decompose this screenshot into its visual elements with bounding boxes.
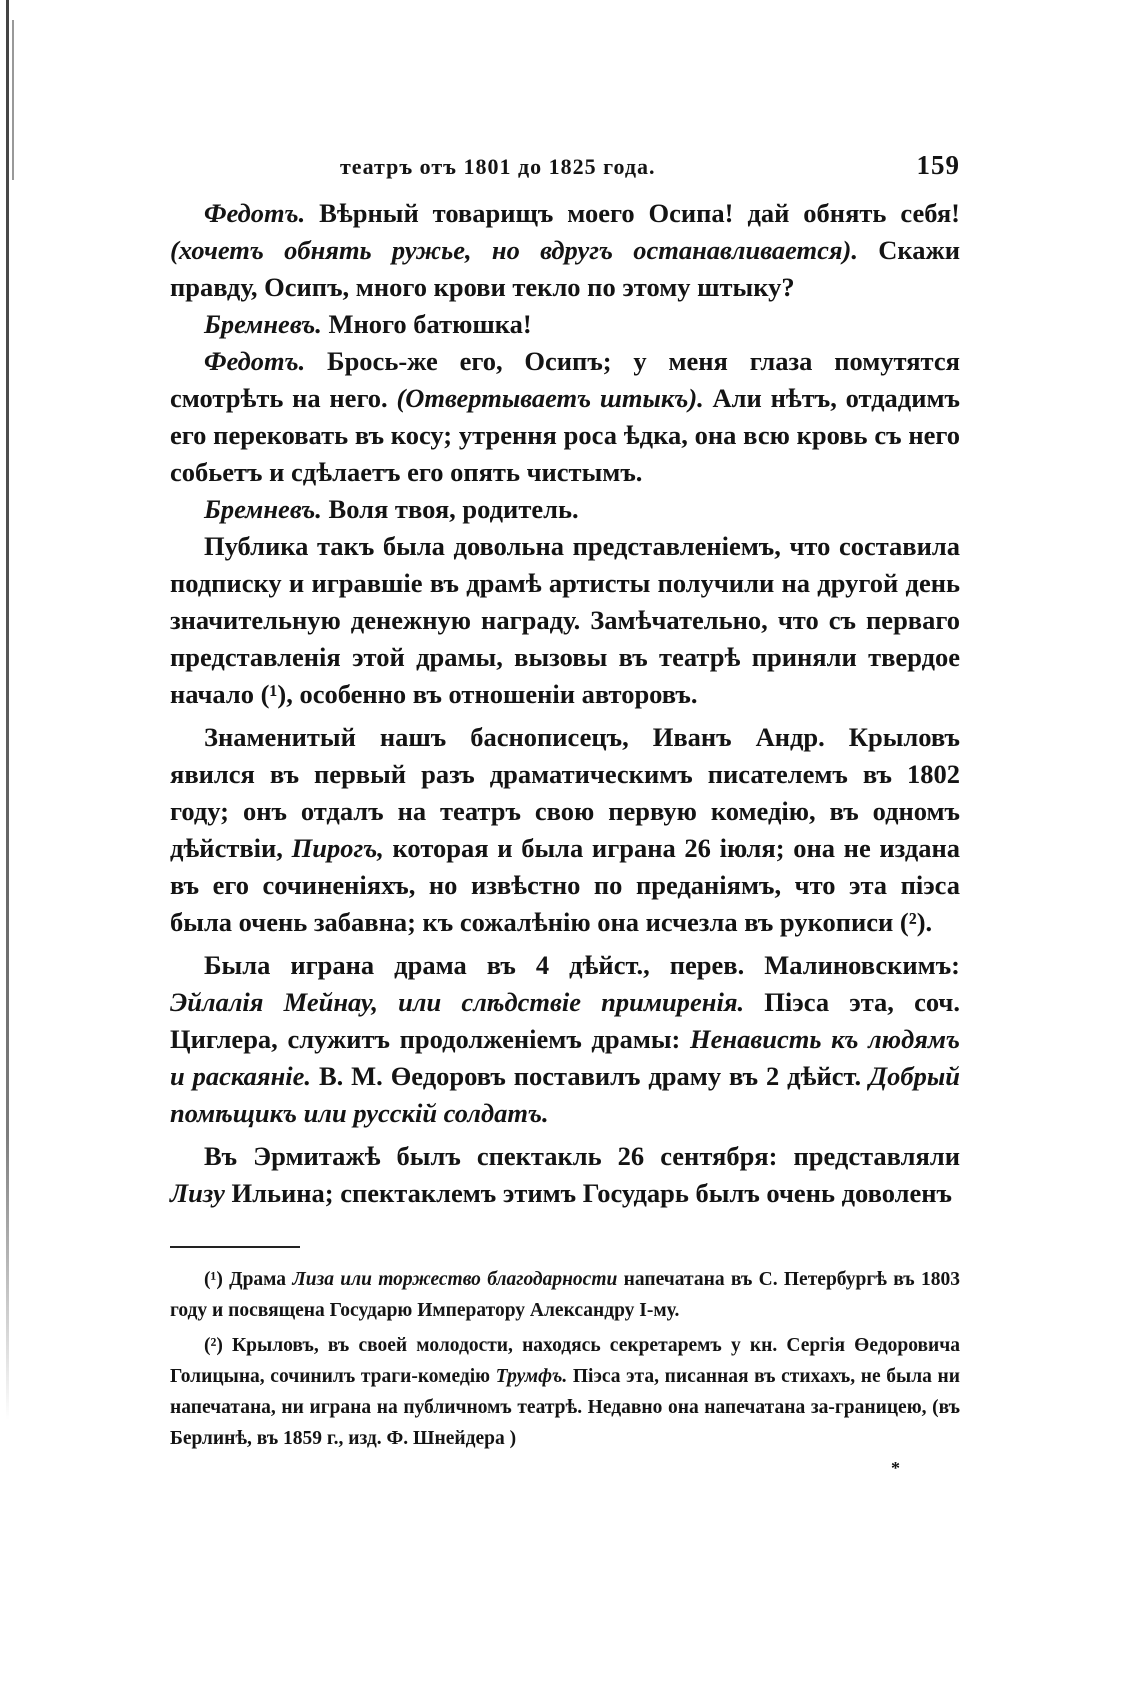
dialog-paragraph <box>170 306 960 343</box>
paragraph-text: Брось-же его, Осипъ; у меня глаза помутятся смотрѣть на него. <box>170 346 960 413</box>
paragraph-text: которая и была играна 26 іюля; она не издана въ его сочиненіяхъ, но извѣстно по преданіямъ, что эта піэса была очень забавна; къ сожалѣнію она исчезла въ рукописи (²). <box>170 833 960 937</box>
dialog-paragraph <box>170 491 960 528</box>
stage-direction: (Отвертываетъ штыкъ). <box>396 383 704 413</box>
paragraph-text: Въ Эрмитажѣ былъ спектакль 26 сентября: представляли <box>204 1141 960 1171</box>
paragraph-text: Скажи правду, Осипъ, много крови текло по этому штыку? <box>170 235 960 302</box>
paragraph-text: Али нѣтъ, отдадимъ его перековать въ косу; утрення роса ѣдка, она всю кровь съ него собьетъ и сдѣлаетъ его опять чистымъ. <box>170 383 960 487</box>
footnote-text: Драма <box>222 1269 293 1290</box>
scan-edge-line-secondary <box>12 20 14 180</box>
footnote-text: напечатана въ С. Петербургѣ въ 1803 году и посвящена Государю Императору Александру I-му. <box>170 1269 960 1321</box>
play-title: Ненависть къ людямъ и раскаяніе. <box>170 1024 960 1091</box>
paragraph-text: Піэса эта, соч. Циглера, служитъ продолженіемъ драмы: <box>170 987 960 1054</box>
play-title: Пирогъ, <box>291 833 384 863</box>
scan-edge-line <box>6 0 9 1420</box>
paragraph-text: Много батюшка! <box>321 309 532 339</box>
page-number: 159 <box>916 150 960 180</box>
stage-direction: (хочетъ обнять ружье, но вдругъ останавливается). <box>170 235 859 265</box>
paragraph-text: Была играна драма въ 4 дѣйст., перев. Малиновскимъ: <box>204 950 960 980</box>
paragraph-text: Вѣрный товарищъ моего Осипа! дай обнять себя! <box>305 198 960 228</box>
play-title: Добрый помѣщикъ или русскій солдатъ. <box>170 1061 960 1128</box>
footnote-mark: (²) <box>204 1335 223 1356</box>
signature-mark: * <box>891 1458 900 1478</box>
footnote <box>170 1330 960 1454</box>
speaker-name: Федотъ. <box>204 346 306 376</box>
footnote-divider <box>170 1246 300 1248</box>
dialog-paragraph <box>170 343 960 491</box>
footnote-title: Лиза или торжество благодарности <box>292 1269 618 1290</box>
paragraph-text: Публика такъ была довольна представленіемъ, что составила подписку и игравшіе въ драмѣ артисты получили на другой день значительную денежную награду. Замѣчательно, что съ перваго представленія этой драмы, вызовы въ театрѣ приняли твердое начало (¹), особенно въ отношеніи авторовъ. <box>170 531 960 709</box>
play-title: Лизу <box>170 1178 225 1208</box>
dialog-paragraph <box>170 195 960 306</box>
book-page <box>170 150 960 1479</box>
body-paragraph <box>170 947 960 1132</box>
paragraph-text: Ильина; спектаклемъ этимъ Государь былъ очень доволенъ <box>224 1178 952 1208</box>
footnote-text: Крыловъ, въ своей молодости, находясь секретаремъ у кн. Сергія Өедоровича Голицына, сочинилъ траги-комедію <box>170 1335 960 1387</box>
paragraph-text: Воля твоя, родитель. <box>321 494 579 524</box>
speaker-name: Бремневъ. <box>204 494 322 524</box>
paragraph-text: В. М. Өедоровъ поставилъ драму въ 2 дѣйст. <box>311 1061 870 1091</box>
footnote-text: Піэса эта, писанная въ стихахъ, не была ни напечатана, ни играна на публичномъ театрѣ. Недавно она напечатана за-границею, (въ Берлинѣ, въ 1859 г., изд. Ф. Шнейдера ) <box>170 1366 960 1449</box>
body-paragraph <box>170 1138 960 1212</box>
footnote-title: Трумфъ. <box>495 1366 568 1387</box>
speaker-name: Бремневъ. <box>204 309 322 339</box>
body-paragraph <box>170 528 960 713</box>
paragraph-text: Знаменитый нашъ баснописецъ, Иванъ Андр. Крыловъ явился въ первый разъ драматическимъ писателемъ въ 1802 году; онъ отдалъ на театръ свою первую комедію, въ одномъ дѣйствіи, <box>170 722 960 863</box>
footnote-mark: (¹) <box>204 1269 223 1290</box>
footnote <box>170 1264 960 1326</box>
play-title: Эйлалія Мейнау, или слѣдствіе примиренія. <box>170 987 745 1017</box>
running-head: театръ отъ 1801 до 1825 года. <box>340 154 656 179</box>
page-header <box>170 150 960 181</box>
body-paragraph <box>170 719 960 941</box>
speaker-name: Федотъ. <box>204 198 306 228</box>
